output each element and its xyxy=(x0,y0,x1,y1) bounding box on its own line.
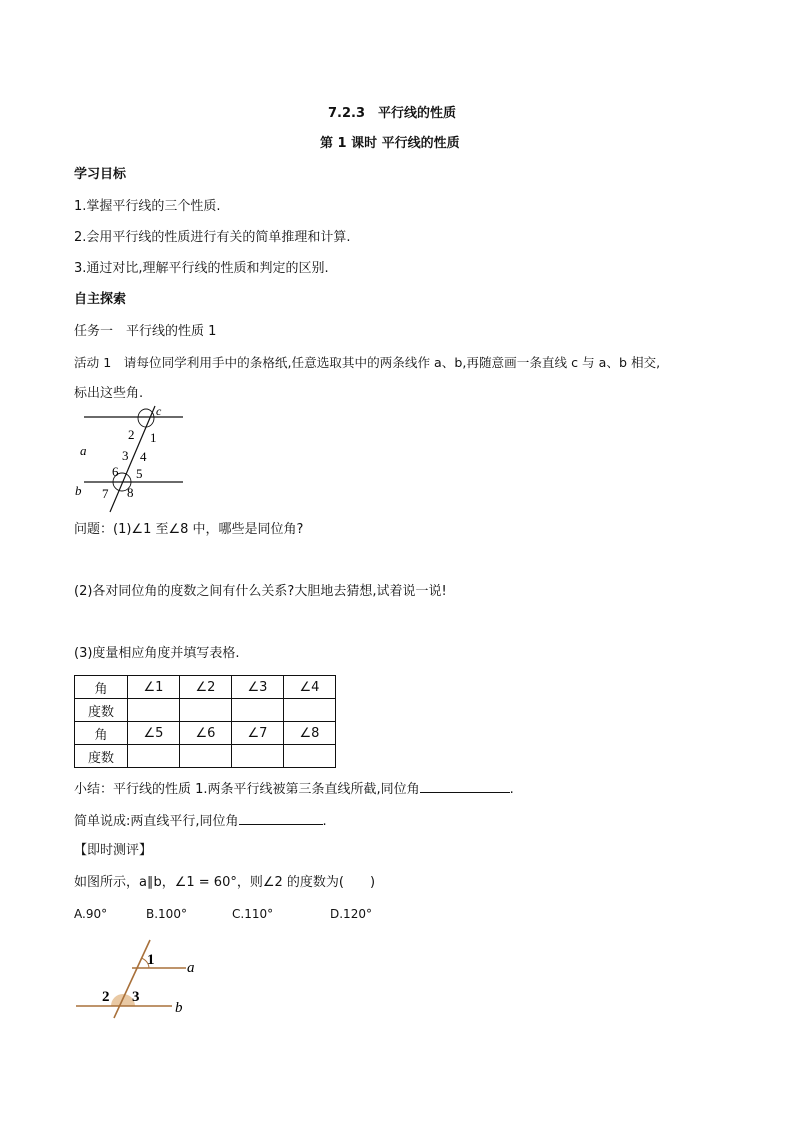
table-cell: 角 xyxy=(75,676,128,699)
table-row xyxy=(75,676,336,699)
fig2-label-angle-3: 3 xyxy=(132,989,140,1005)
summary-line-2 xyxy=(74,812,327,830)
explore-heading: 自主探索 xyxy=(74,292,127,307)
option-d[interactable]: D.120° xyxy=(330,907,372,921)
option-a[interactable]: A.90° xyxy=(74,907,108,921)
table-row xyxy=(75,722,336,745)
table-cell: ∠6 xyxy=(180,722,232,745)
table-input-cell[interactable] xyxy=(128,745,180,768)
table-cell: 度数 xyxy=(75,745,128,768)
question-1: 问题：(1)∠1 至∠8 中，哪些是同位角? xyxy=(74,522,304,537)
table-cell: ∠1 xyxy=(128,676,180,699)
quiz-figure xyxy=(70,938,210,1020)
table-cell: ∠7 xyxy=(232,722,284,745)
table-cell: ∠8 xyxy=(284,722,336,745)
label-angle-4: 4 xyxy=(140,449,147,464)
fig2-label-b: b xyxy=(175,1000,183,1016)
table-input-cell[interactable] xyxy=(284,745,336,768)
angle-measure-table xyxy=(74,675,336,768)
label-b: b xyxy=(75,483,82,498)
label-a: a xyxy=(80,443,87,458)
fig2-label-a: a xyxy=(187,960,195,976)
summary-line-1 xyxy=(74,780,514,798)
quiz-heading: 【即时测评】 xyxy=(74,843,153,858)
label-c: c xyxy=(156,404,162,418)
objective-item-3: 3.通过对比,理解平行线的性质和判定的区别. xyxy=(74,261,329,276)
summary-period-1: . xyxy=(509,782,514,797)
task-one: 任务一 平行线的性质 1 xyxy=(74,324,217,339)
label-angle-6: 6 xyxy=(112,464,119,479)
table-input-cell[interactable] xyxy=(128,699,180,722)
summary-text-1: 小结：平行线的性质 1.两条平行线被第三条直线所截,同位角 xyxy=(74,782,420,797)
table-input-cell[interactable] xyxy=(232,699,284,722)
table-row xyxy=(75,745,336,768)
summary-text-2: 简单说成:两直线平行,同位角 xyxy=(74,814,239,829)
activity-text-line2: 标出这些角. xyxy=(74,386,144,401)
quiz-question: 如图所示，a∥b，∠1 = 60°，则∠2 的度数为( ) xyxy=(74,875,376,890)
answer-blank-1[interactable] xyxy=(420,780,510,793)
label-angle-5: 5 xyxy=(136,466,143,481)
label-angle-8: 8 xyxy=(127,485,134,500)
table-input-cell[interactable] xyxy=(284,699,336,722)
table-cell: ∠3 xyxy=(232,676,284,699)
table-input-cell[interactable] xyxy=(180,745,232,768)
table-cell: 度数 xyxy=(75,699,128,722)
fig2-label-angle-2: 2 xyxy=(102,989,110,1005)
activity-text-line1: 活动 1 请每位同学利用手中的条格纸,任意选取其中的两条线作 a、b,再随意画一条直线 c 与 a、b 相交, xyxy=(74,355,661,370)
option-c[interactable]: C.110° xyxy=(232,907,274,921)
table-cell: ∠4 xyxy=(284,676,336,699)
table-cell: 角 xyxy=(75,722,128,745)
table-cell: ∠2 xyxy=(180,676,232,699)
objective-item-1: 1.掌握平行线的三个性质. xyxy=(74,199,221,214)
option-b[interactable]: B.100° xyxy=(146,907,187,921)
summary-period-2: . xyxy=(322,814,327,829)
page-subtitle: 第 1 课时 平行线的性质 xyxy=(320,136,460,151)
answer-blank-2[interactable] xyxy=(239,812,323,825)
objectives-heading: 学习目标 xyxy=(74,167,127,182)
question-3: (3)度量相应角度并填写表格. xyxy=(74,646,240,661)
parallel-lines-figure xyxy=(70,404,195,514)
table-input-cell[interactable] xyxy=(180,699,232,722)
table-cell: ∠5 xyxy=(128,722,180,745)
fig2-label-angle-1: 1 xyxy=(147,952,155,968)
label-angle-3: 3 xyxy=(122,448,129,463)
table-row xyxy=(75,699,336,722)
page-title: 7.2.3 平行线的性质 xyxy=(328,106,457,121)
label-angle-1: 1 xyxy=(150,430,157,445)
question-2: (2)各对同位角的度数之间有什么关系?大胆地去猜想,试着说一说! xyxy=(74,584,447,599)
label-angle-7: 7 xyxy=(102,486,109,501)
objective-item-2: 2.会用平行线的性质进行有关的简单推理和计算. xyxy=(74,230,351,245)
table-input-cell[interactable] xyxy=(232,745,284,768)
label-angle-2: 2 xyxy=(128,427,135,442)
